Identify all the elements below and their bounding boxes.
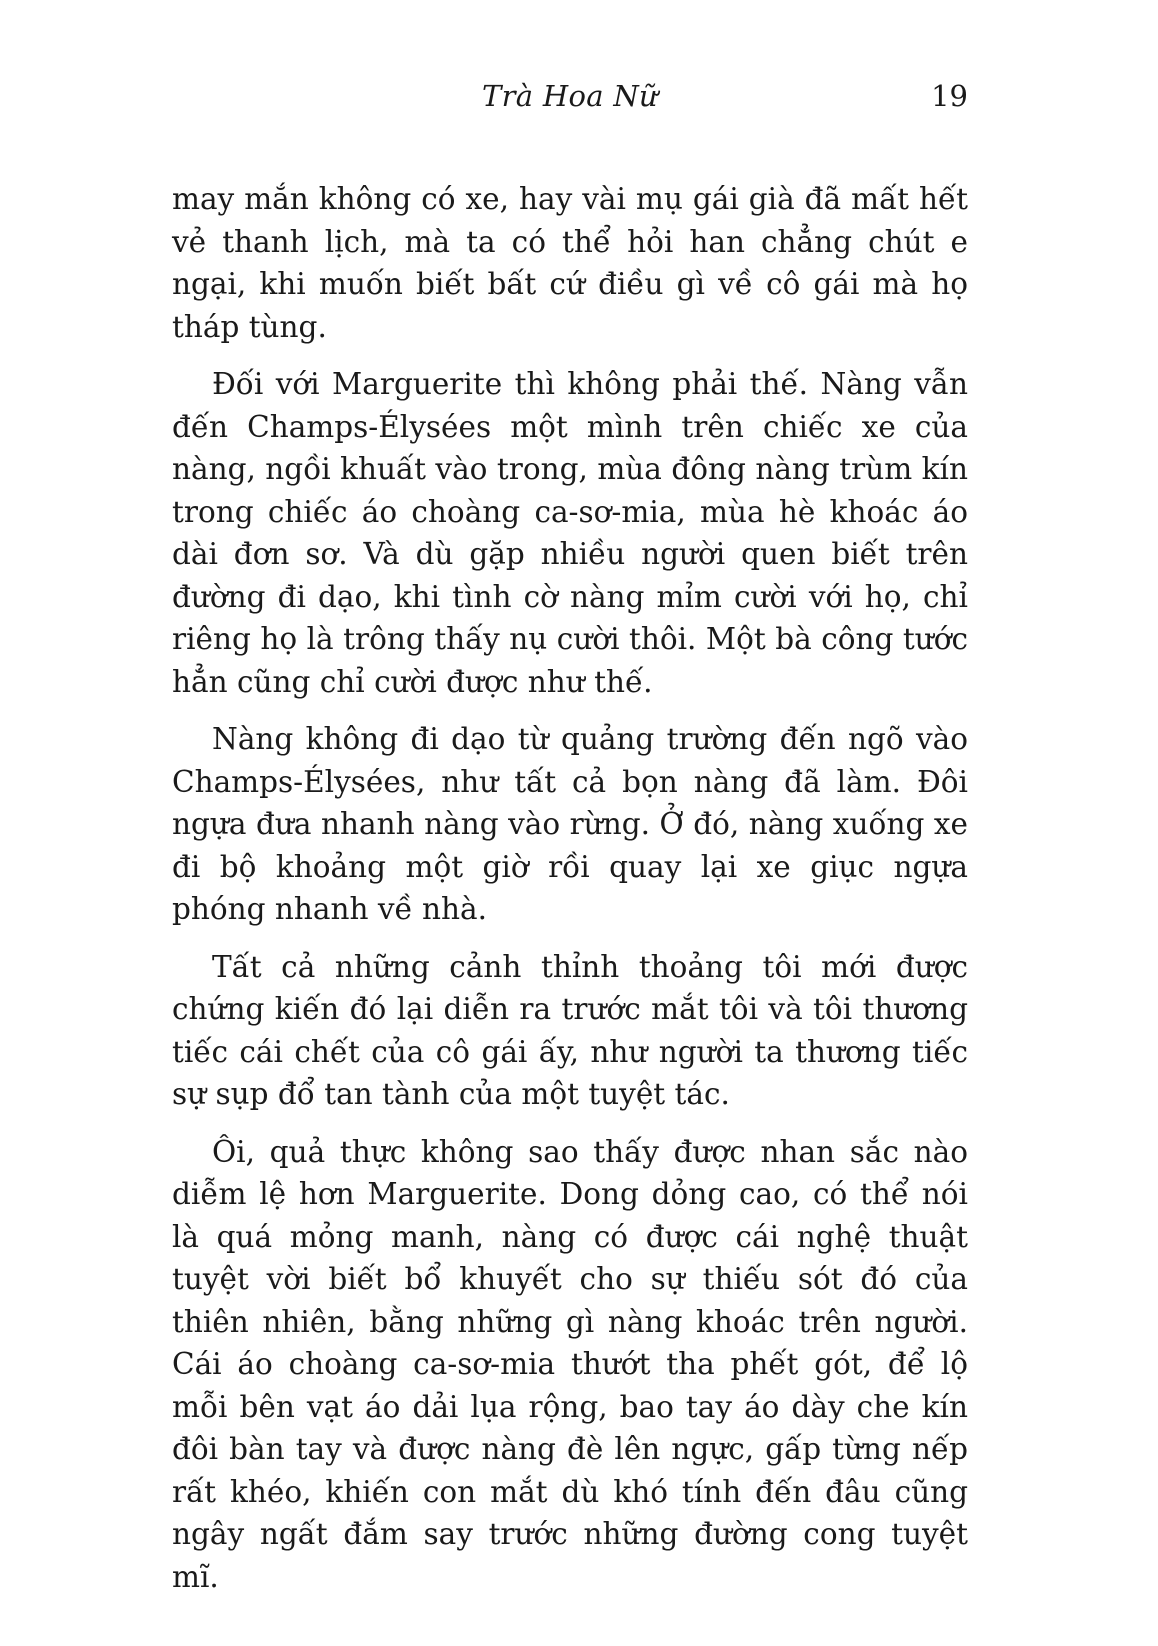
paragraph: Ôi, quả thực không sao thấy được nhan sắc nào diễm lệ hơn Marguerite. Dong dỏng cao, có thể nói là quá mỏng manh, nàng có được cái nghệ thuật tuyệt vời biết bổ khuyết cho sự thiếu sót đó của thiên nhiên, bằng những gì nàng khoác trên người. Cái áo choàng ca-sơ-mia thướt tha phết gót, để lộ mỗi bên vạt áo dải lụa rộng, bao tay áo dày che kín đôi bàn tay và được nàng đè lên ngực, gấp từng nếp rất khéo, khiến con mắt dù khó tính đến đâu cũng ngây ngất đắm say trước những đường cong tuyệt mĩ. xyxy=(172,1134,968,1594)
paragraph: Tất cả những cảnh thỉnh thoảng tôi mới được chứng kiến đó lại diễn ra trước mắt tôi và tôi thương tiếc cái chết của cô gái ấy, như người ta thương tiếc sự sụp đổ tan tành của một tuyệt tác. xyxy=(172,949,968,1111)
paragraph: Đối với Marguerite thì không phải thế. Nàng vẫn đến Champs-Élysées một mình trên chiếc xe của nàng, ngồi khuất vào trong, mùa đông nàng trùm kín trong chiếc áo choàng ca-sơ-mia, mùa hè khoác áo dài đơn sơ. Và dù gặp nhiều người quen biết trên đường đi dạo, khi tình cờ nàng mỉm cười với họ, chỉ riêng họ là trông thấy nụ cười thôi. Một bà công tước hẳn cũng chỉ cười được như thế. xyxy=(172,367,968,699)
page-number: 19 xyxy=(931,79,968,113)
body-text xyxy=(172,178,968,1613)
paragraph-continued: may mắn không có xe, hay vài mụ gái già đã mất hết vẻ thanh lịch, mà ta có thể hỏi han chẳng chút e ngại, khi muốn biết bất cứ điều gì về cô gái mà họ tháp tùng. xyxy=(172,182,968,344)
paragraph: Nàng không đi dạo từ quảng trường đến ngõ vào Champs-Élysées, như tất cả bọn nàng đã làm. Đôi ngựa đưa nhanh nàng vào rừng. Ở đó, nàng xuống xe đi bộ khoảng một giờ rồi quay lại xe giục ngựa phóng nhanh về nhà. xyxy=(172,722,968,926)
book-title: Trà Hoa Nữ xyxy=(481,79,659,113)
running-header xyxy=(172,76,968,116)
